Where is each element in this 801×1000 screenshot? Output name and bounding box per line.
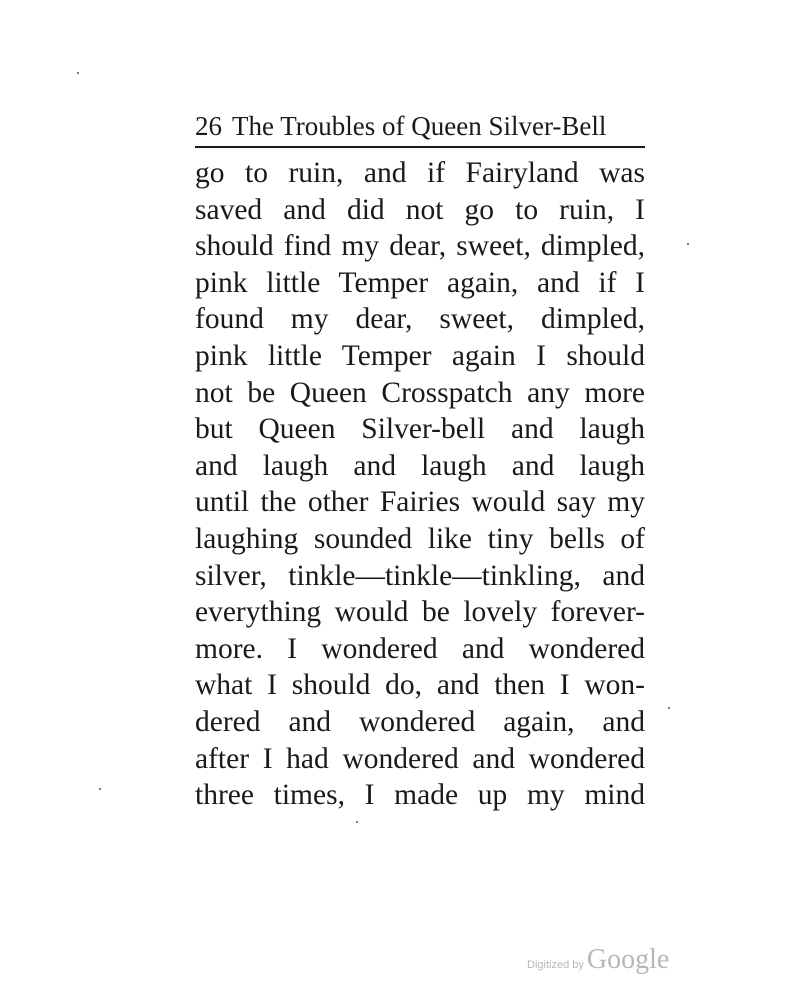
scan-speck bbox=[356, 821, 358, 823]
text-line: go to ruin, and if Fairyland was bbox=[195, 157, 645, 189]
text-line: pink little Temper again, and if I bbox=[195, 266, 645, 299]
text-line: but Queen Silver-bell and laugh bbox=[195, 413, 645, 446]
scan-speck bbox=[99, 788, 101, 790]
text-line: three times, I made up my mind bbox=[195, 779, 645, 812]
digitized-prefix: Digitized by bbox=[527, 959, 584, 971]
text-line: saved and did not go to ruin, I bbox=[195, 193, 645, 226]
text-line: should find my dear, sweet, dimpled, bbox=[195, 230, 645, 263]
running-head bbox=[195, 111, 606, 142]
scan-speck bbox=[77, 72, 79, 74]
text-line: laughing sounded like tiny bells of bbox=[195, 522, 645, 555]
text-line: until the other Fairies would say my bbox=[195, 486, 645, 519]
text-line: what I should do, and then I won- bbox=[195, 669, 645, 702]
text-line: dered and wondered again, and bbox=[195, 705, 645, 738]
scan-speck bbox=[687, 243, 689, 245]
scan-speck bbox=[668, 707, 670, 709]
text-line: silver, tinkle—tinkle—tinkling, and bbox=[195, 559, 645, 592]
text-line: after I had wondered and wondered bbox=[195, 742, 645, 775]
text-line: pink little Temper again I should bbox=[195, 339, 645, 372]
text-line: and laugh and laugh and laugh bbox=[195, 449, 645, 482]
page-number: 26 bbox=[195, 111, 222, 141]
text-line: more. I wondered and wondered bbox=[195, 632, 645, 665]
text-line: everything would be lovely forever- bbox=[195, 596, 645, 629]
page-header bbox=[195, 104, 645, 148]
text-line: not be Queen Crosspatch any more bbox=[195, 376, 645, 409]
digitized-brand: Google bbox=[586, 944, 670, 975]
running-title: The Troubles of Queen Silver-Bell bbox=[232, 111, 607, 141]
body-text bbox=[195, 155, 645, 814]
text-line: found my dear, sweet, dimpled, bbox=[195, 303, 645, 336]
digitized-stamp bbox=[527, 944, 669, 976]
